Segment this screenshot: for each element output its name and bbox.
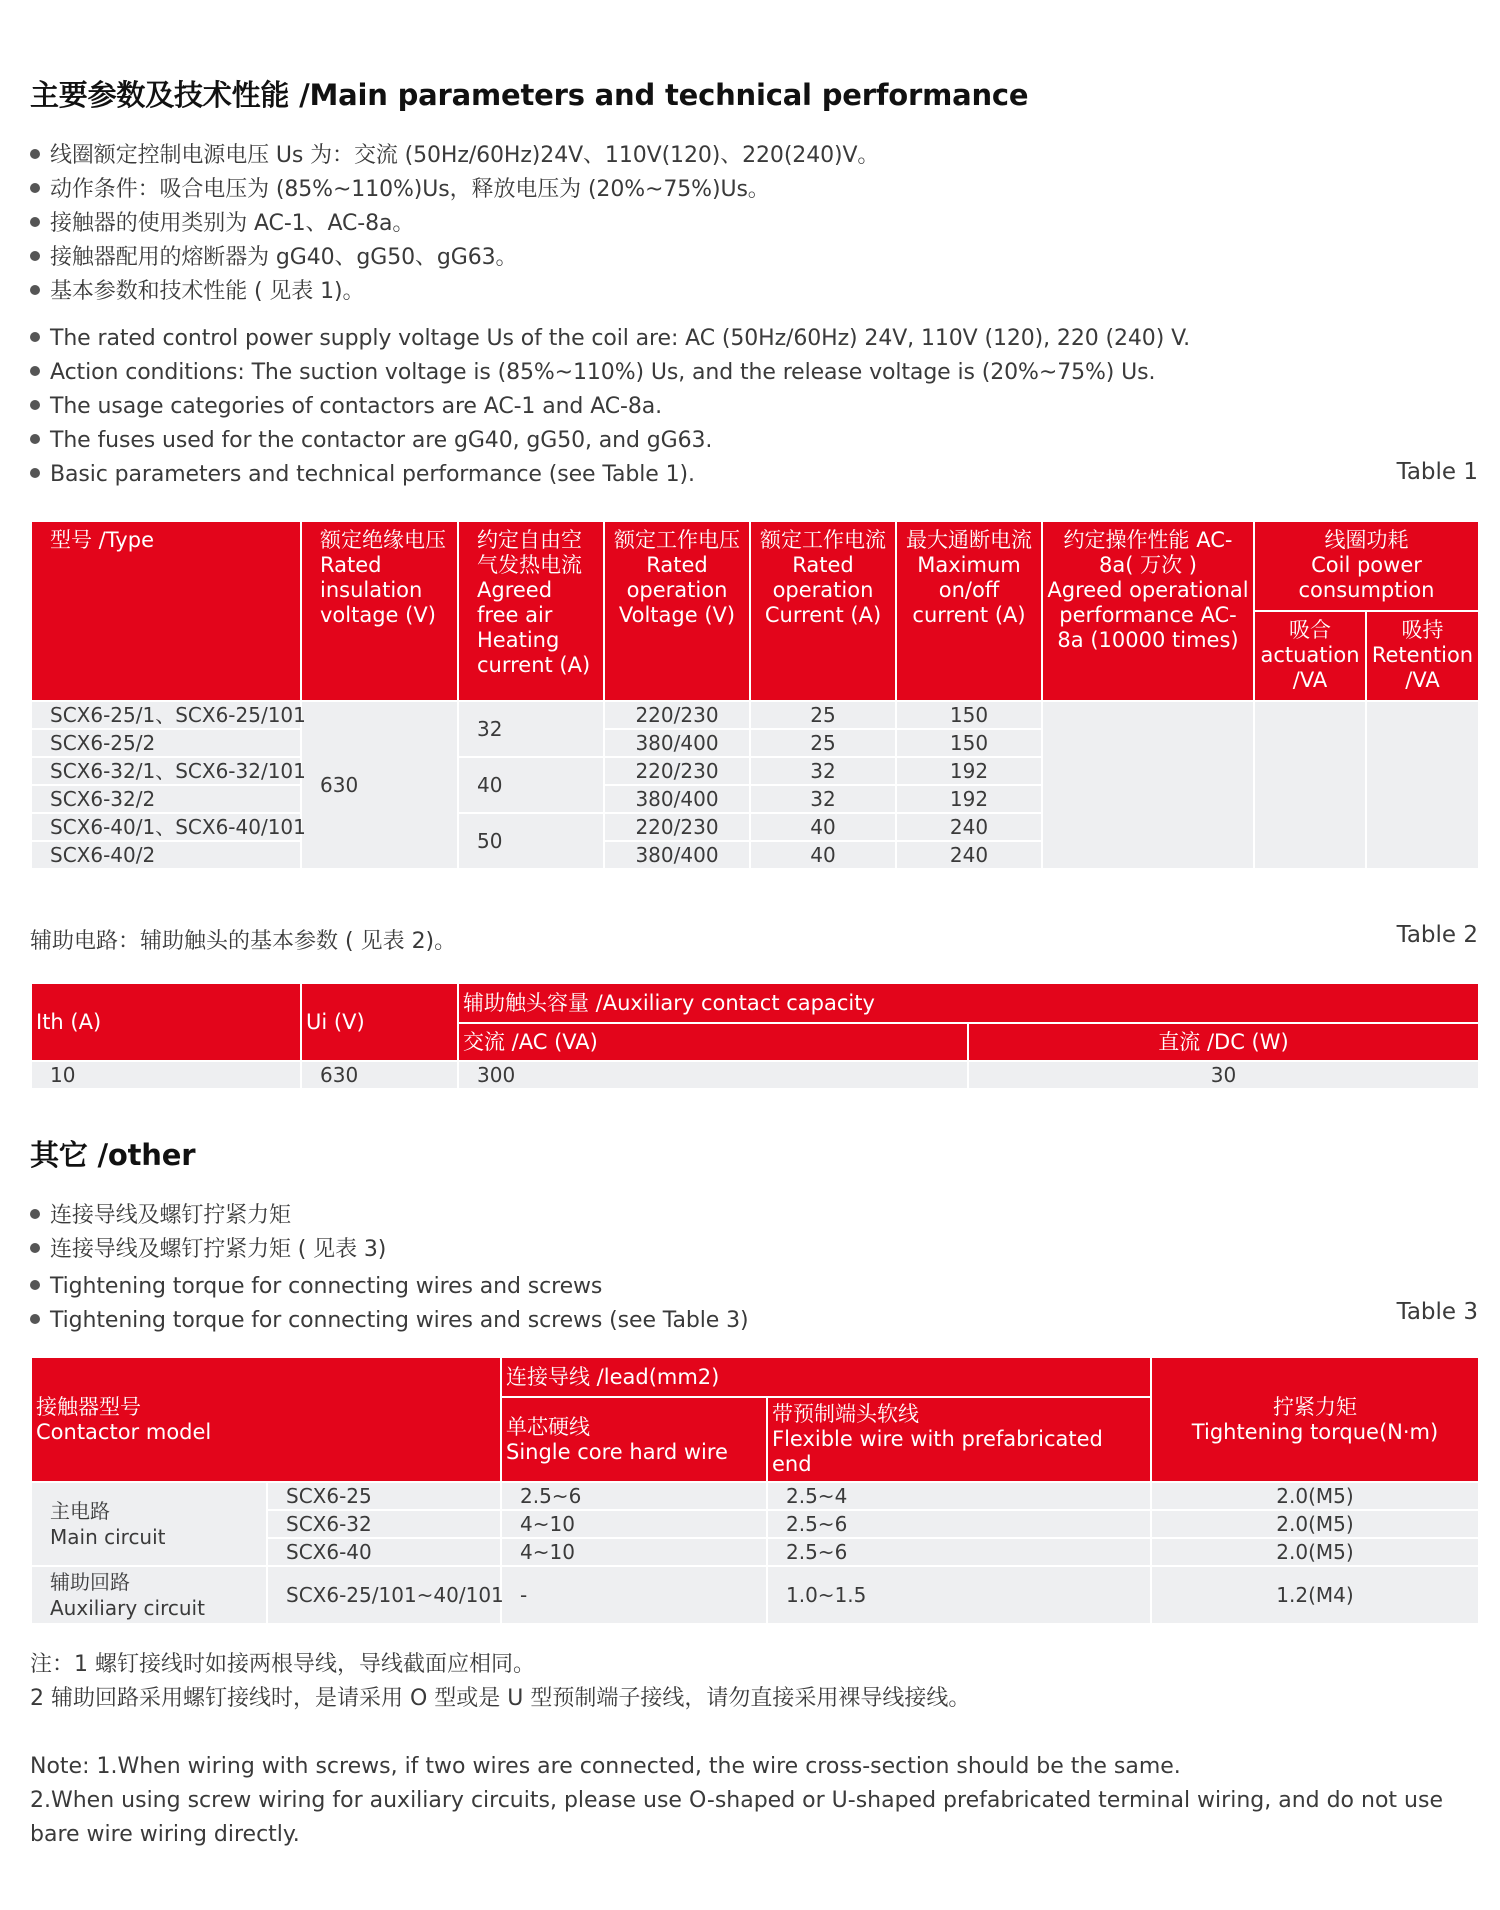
bullet-icon <box>30 183 40 193</box>
main-bullets-en <box>30 322 1190 492</box>
notes-en: Note: 1.When wiring with screws, if two wires are connected, the wire cross-section should be the same. 2.When using screw wiring for auxiliary circuits, please use O-shaped or U-shaped prefabricated terminal wiring, and do not use bare wire wiring directly. <box>30 1754 1443 1847</box>
main-parameters-heading: 主要参数及技术性能 /Main parameters and technical performance <box>30 78 1029 112</box>
header-operational-performance: 约定操作性能 AC-8a( 万次 ) Agreed operational performance AC-8a (10000 times) <box>1042 521 1254 701</box>
table3-label: Table 3 <box>1396 1299 1478 1325</box>
table-row: SCX6-25/2 380/400 25 150 <box>31 729 1479 757</box>
header-insulation-voltage: 额定绝缘电压 Rated insulation voltage (V) <box>301 521 458 701</box>
header-operation-voltage: 额定工作电压 Rated operation Voltage (V) <box>604 521 750 701</box>
bullet-icon <box>30 217 40 227</box>
table-row: SCX6-40/1、SCX6-40/101 50 220/230 40 240 <box>31 813 1479 841</box>
list-item: 连接导线及螺钉拧紧力矩 <box>30 1199 748 1233</box>
table-row: SCX6-32/2 380/400 32 192 <box>31 785 1479 813</box>
list-item: 连接导线及螺钉拧紧力矩 ( 见表 3) <box>30 1233 748 1267</box>
heating-cell: 40 <box>458 757 604 813</box>
bullet-icon <box>30 1314 40 1324</box>
main-bullets-cn <box>30 139 879 309</box>
table3-torque <box>30 1356 1480 1625</box>
header-max-onoff-current: 最大通断电流 Maximum on/off current (A) <box>896 521 1042 701</box>
bullet-icon <box>30 366 40 376</box>
table1-parameters <box>30 520 1480 870</box>
other-heading: 其它 /other <box>30 1138 196 1172</box>
header-type: 型号 /Type <box>31 521 301 701</box>
list-item: 动作条件：吸合电压为 (85%~110%)Us，释放电压为 (20%~75%)Us。 <box>30 173 879 207</box>
list-item: Basic parameters and technical performance (see Table 1). <box>30 458 1190 492</box>
table-row: 10 630 300 30 <box>31 1061 1479 1089</box>
heating-cell: 50 <box>458 813 604 869</box>
header-single-core: 单芯硬线 Single core hard wire <box>501 1397 767 1482</box>
retention-cell <box>1366 701 1479 869</box>
header-dc: 直流 /DC (W) <box>968 1023 1479 1061</box>
header-ui: Ui (V) <box>301 983 458 1061</box>
header-lead: 连接导线 /lead(mm2) <box>501 1357 1151 1397</box>
bullet-icon <box>30 434 40 444</box>
header-heating-current: 约定自由空气发热电流 Agreed free air Heating current (A) <box>458 521 604 701</box>
header-flexible-wire: 带预制端头软线 Flexible wire with prefabricated end <box>767 1397 1151 1482</box>
table-row: SCX6-32/1、SCX6-32/101 40 220/230 32 192 <box>31 757 1479 785</box>
table-row: SCX6-32 4~10 2.5~6 2.0(M5) <box>31 1510 1479 1538</box>
list-item: 线圈额定控制电源电压 Us 为：交流 (50Hz/60Hz)24V、110V(120)、220(240)V。 <box>30 139 879 173</box>
actuation-cell <box>1254 701 1366 869</box>
header-torque: 拧紧力矩 Tightening torque(N·m) <box>1151 1357 1479 1482</box>
list-item: Tightening torque for connecting wires and screws (see Table 3) <box>30 1304 748 1338</box>
table-row: SCX6-40/2 380/400 40 240 <box>31 841 1479 869</box>
header-aux-capacity: 辅助触头容量 /Auxiliary contact capacity <box>458 983 1479 1023</box>
list-item: Tightening torque for connecting wires and screws <box>30 1270 748 1304</box>
bullet-icon <box>30 251 40 261</box>
bullet-icon <box>30 285 40 295</box>
bullet-icon <box>30 1209 40 1219</box>
aux-circuit-text: 辅助电路：辅助触头的基本参数 ( 见表 2)。 <box>30 929 457 954</box>
header-operation-current: 额定工作电流 Rated operation Current (A) <box>750 521 896 701</box>
header-ith: Ith (A) <box>31 983 301 1061</box>
list-item: 接触器的使用类别为 AC-1、AC-8a。 <box>30 207 879 241</box>
header-contactor-model: 接触器型号 Contactor model <box>31 1357 501 1482</box>
table-row: SCX6-25/1、SCX6-25/101 630 32 220/230 25 150 <box>31 701 1479 729</box>
header-ac: 交流 /AC (VA) <box>458 1023 968 1061</box>
table2-label: Table 2 <box>1396 922 1478 948</box>
bullet-icon <box>30 1280 40 1290</box>
header-actuation: 吸合 actuation /VA <box>1254 611 1366 701</box>
bullet-icon <box>30 1243 40 1253</box>
other-bullets <box>30 1199 748 1338</box>
table1-label: Table 1 <box>1396 459 1478 485</box>
table-row: 辅助回路 Auxiliary circuit SCX6-25/101~40/101 - 1.0~1.5 1.2(M4) <box>31 1566 1479 1624</box>
notes-cn: 注：1 螺钉接线时如接两根导线，导线截面应相同。 2 辅助回路采用螺钉接线时，是请采用 O 型或是 U 型预制端子接线，请勿直接采用裸导线接线。 <box>30 1652 971 1711</box>
bullet-icon <box>30 468 40 478</box>
bullet-icon <box>30 149 40 159</box>
list-item: The rated control power supply voltage Us of the coil are: AC (50Hz/60Hz) 24V, 110V (120), 220 (240) V. <box>30 322 1190 356</box>
table-row: 主电路 Main circuit SCX6-25 2.5~6 2.5~4 2.0(M5) <box>31 1482 1479 1510</box>
table-row: SCX6-40 4~10 2.5~6 2.0(M5) <box>31 1538 1479 1566</box>
list-item: The fuses used for the contactor are gG40, gG50, and gG63. <box>30 424 1190 458</box>
table2-auxiliary <box>30 982 1480 1090</box>
aux-circuit-cell: 辅助回路 Auxiliary circuit <box>31 1566 267 1624</box>
insulation-cell: 630 <box>301 701 458 869</box>
header-retention: 吸持 Retention /VA <box>1366 611 1479 701</box>
header-coil-power: 线圈功耗 Coil power consumption <box>1254 521 1479 611</box>
heating-cell: 32 <box>458 701 604 757</box>
main-circuit-cell: 主电路 Main circuit <box>31 1482 267 1566</box>
bullet-icon <box>30 400 40 410</box>
bullet-icon <box>30 332 40 342</box>
ops-cell <box>1042 701 1254 869</box>
list-item: Action conditions: The suction voltage is (85%~110%) Us, and the release voltage is (20%~75%) Us. <box>30 356 1190 390</box>
list-item: The usage categories of contactors are AC-1 and AC-8a. <box>30 390 1190 424</box>
list-item: 基本参数和技术性能 ( 见表 1)。 <box>30 275 879 309</box>
list-item: 接触器配用的熔断器为 gG40、gG50、gG63。 <box>30 241 879 275</box>
